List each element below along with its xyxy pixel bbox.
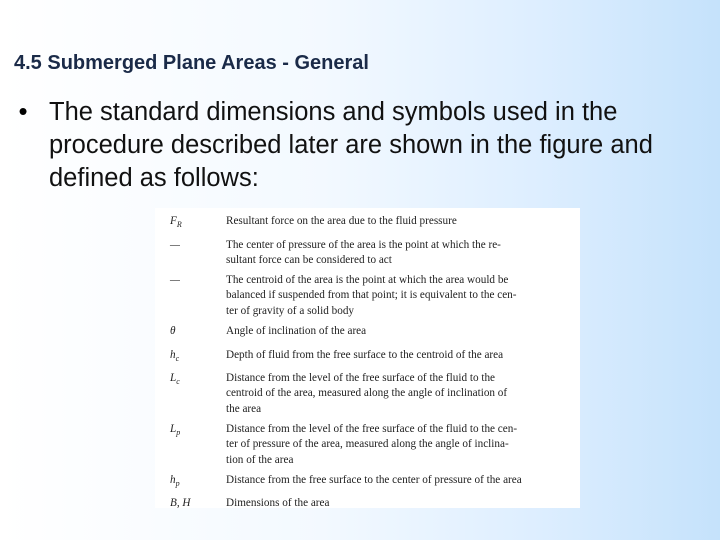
definition-row bbox=[170, 348, 580, 367]
definition-row bbox=[170, 324, 580, 343]
definition-row bbox=[170, 273, 580, 319]
definition-text: Angle of inclination of the area bbox=[226, 325, 367, 338]
definition-row bbox=[170, 473, 580, 492]
definition-text: Dimensions of the area bbox=[226, 497, 330, 510]
definition-text: Distance from the level of the free surface of the fluid to the cen- ter of pressure of the area, measured along the angle of inclina- tion of the area bbox=[226, 422, 518, 466]
definition-text: Depth of fluid from the free surface to the centroid of the area bbox=[226, 348, 504, 361]
definition-text: Distance from the level of the free surface of the fluid to the centroid of the area, measured along the angle of inclination of the area bbox=[226, 372, 508, 415]
definition-symbol: — bbox=[170, 238, 180, 251]
definition-symbol: $F_R$ bbox=[170, 215, 182, 230]
definition-symbol: B, H bbox=[170, 497, 191, 510]
definition-symbol: — bbox=[170, 274, 180, 287]
definition-symbol: $h_c$ bbox=[170, 348, 180, 363]
definition-symbol: θ bbox=[170, 325, 176, 338]
definition-symbol: $L_p$ bbox=[170, 422, 181, 438]
bullet-text: The standard dimensions and symbols used in the procedure described later are shown in the figure and defined as follows: bbox=[49, 98, 653, 192]
definition-row bbox=[170, 214, 580, 233]
definitions-figure bbox=[155, 208, 580, 508]
bullet-marker: • bbox=[18, 96, 28, 126]
definition-row bbox=[170, 238, 580, 269]
definition-row bbox=[170, 422, 580, 468]
definition-text: The center of pressure of the area is the point at which the re- sultant force can be considered to act bbox=[226, 238, 501, 266]
definition-text: Distance from the free surface to the center of pressure of the area bbox=[226, 473, 522, 486]
definition-text: The centroid of the area is the point at which the area would be balanced if suspended from that point; it is equivalent to the cen- ter of gravity of a solid body bbox=[226, 274, 517, 317]
definition-row bbox=[170, 496, 580, 515]
definition-symbol: $h_p$ bbox=[170, 473, 180, 489]
slide-title: 4.5 Submerged Plane Areas - General bbox=[14, 52, 369, 74]
definition-text: Resultant force on the area due to the fluid pressure bbox=[226, 215, 457, 227]
definition-symbol: $L_c$ bbox=[170, 372, 180, 387]
definition-row bbox=[170, 371, 580, 417]
